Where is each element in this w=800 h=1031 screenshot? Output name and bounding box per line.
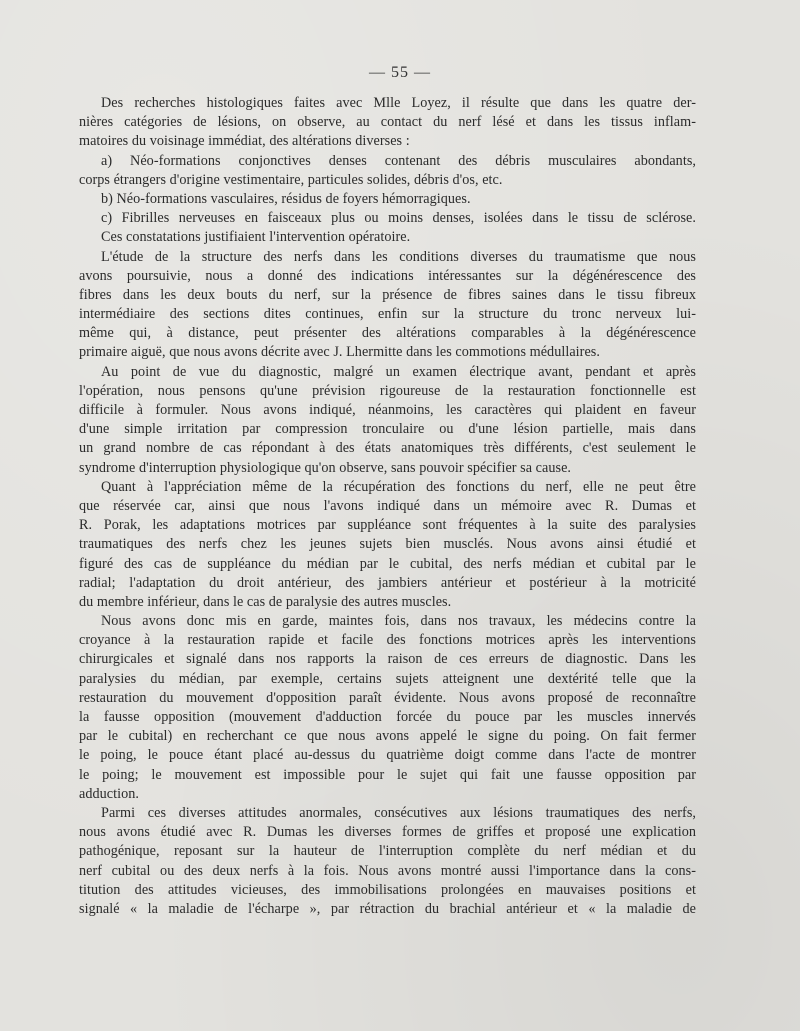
text-line: nières catégories de lésions, on observe, au contact du nerf lésé et dans les tissus inflam- [79,114,696,131]
text-line: difficile à formuler. Nous avons indiqué, néanmoins, les caractères qui plaident en faveur [79,402,696,418]
text-line: d'une simple irritation par compression tronculaire ou d'une lésion partielle, mais dans [79,421,696,438]
text-line: matoires du voisinage immédiat, des altérations diverses : [79,133,410,150]
text-line: restauration du mouvement d'opposition paraît évidente. Nous avons proposé de reconnaître [79,689,696,706]
text-line: fibres dans les deux bouts du nerf, sur la présence de fibres saines dans le tissu fibreux [79,286,696,303]
text-line: le poing; le mouvement est impossible pour le sujet qui fait une fausse opposition par [79,766,696,783]
text-line: par le cubital) en recherchant ce que nous avons appelé le signe du poing. On fait fermer [79,728,696,745]
text-line: corps étrangers d'origine vestimentaire, particules solides, débris d'os, etc. [79,171,503,188]
text-line: la fausse opposition (mouvement d'adduction forcée du pouce par les muscles innervés [79,709,696,725]
text-line: b) Néo-formations vasculaires, résidus de foyers hémorragiques. [101,190,471,207]
text-line: figuré des cas de suppléance du médian par le cubital, des nerfs médian et cubital par le [79,555,696,572]
text-line: radial; l'adaptation du droit antérieur, des jambiers antérieur et postérieur à la motricité [79,574,696,591]
text-line: Parmi ces diverses attitudes anormales, consécutives aux lésions traumatiques des nerfs, [101,804,696,821]
text-line: Ces constatations justifiaient l'intervention opératoire. [101,229,411,246]
text-line: adduction. [79,785,139,802]
text-line: que réservée car, ainsi que nous l'avons indiqué dans un mémoire avec R. Dumas et [79,497,696,514]
text-line: le poing, le pouce étant placé au-dessus du quatrième doigt comme dans l'acte de montrer [79,747,696,764]
text-line: du membre inférieur, dans le cas de paralysie des autres muscles. [79,593,452,610]
text-line: croyance à la restauration rapide et facile des fonctions motrices après les interventions [79,632,696,649]
text-line: paralysies du médian, par exemple, certains sujets atteignent une dextérité telle que la [79,670,696,687]
text-line: nous avons étudié avec R. Dumas les diverses formes de griffes et proposé une explication [79,824,696,841]
text-line: avons poursuivie, nous a donné des indications intéressantes sur la dégénérescence des [79,267,696,284]
text-line: R. Porak, les adaptations motrices par suppléance sont fréquentes à la suite des paralysies [79,517,696,534]
body-text [79,94,696,919]
page-number: — 55 — [369,64,431,81]
text-line: a) Néo-formations conjonctives denses contenant des débris musculaires abondants, [101,152,696,169]
text-line: nerf cubital ou des deux nerfs à la fois. Nous avons montré aussi l'importance dans la cons- [79,862,696,879]
text-line: Au point de vue du diagnostic, malgré un examen électrique avant, pendant et après [101,363,696,380]
text-line: un grand nombre de cas répondant à des états anatomiques très différents, c'est seulement le [79,440,696,457]
text-line: c) Fibrilles nerveuses en faisceaux plus ou moins denses, isolées dans le tissu de sclérose. [101,210,696,227]
text-line: intermédiaire des sections dites continues, enfin sur la structure du tronc nerveux lui- [79,306,696,323]
text-line: pathogénique, reposant sur la hauteur de l'interruption complète du nerf médian et du [79,843,696,860]
text-line: signalé « la maladie de l'écharpe », par rétraction du brachial antérieur et « la maladie de [79,900,696,917]
text-line: traumatiques des nerfs chez les jeunes sujets bien musclés. Nous avons ainsi étudié et [79,536,696,553]
text-line: titution des attitudes vicieuses, des immobilisations prolongées en mauvaises positions et [79,881,696,898]
text-line: Des recherches histologiques faites avec Mlle Loyez, il résulte que dans les quatre der- [101,95,696,111]
text-line: primaire aiguë, que nous avons décrite avec J. Lhermitte dans les commotions médullaires. [79,344,600,361]
text-line: l'opération, nous pensons qu'une prévision rigoureuse de la restauration fonctionnelle est [79,382,696,399]
text-line: L'étude de la structure des nerfs dans les conditions diverses du traumatisme que nous [101,248,696,265]
text-line: chirurgicales et signalé dans nos rapports la raison de ces erreurs de diagnostic. Dans les [79,651,696,668]
text-line: syndrome d'interruption physiologique qu'on observe, sans pouvoir spécifier sa cause. [79,459,572,476]
text-line: Quant à l'appréciation même de la récupération des fonctions du nerf, elle ne peut être [101,478,696,495]
text-line: même qui, à distance, peut présenter des altérations comparables à la dégénérescence [79,325,696,342]
text-line: Nous avons donc mis en garde, maintes fois, dans nos travaux, les médecins contre la [101,613,696,630]
